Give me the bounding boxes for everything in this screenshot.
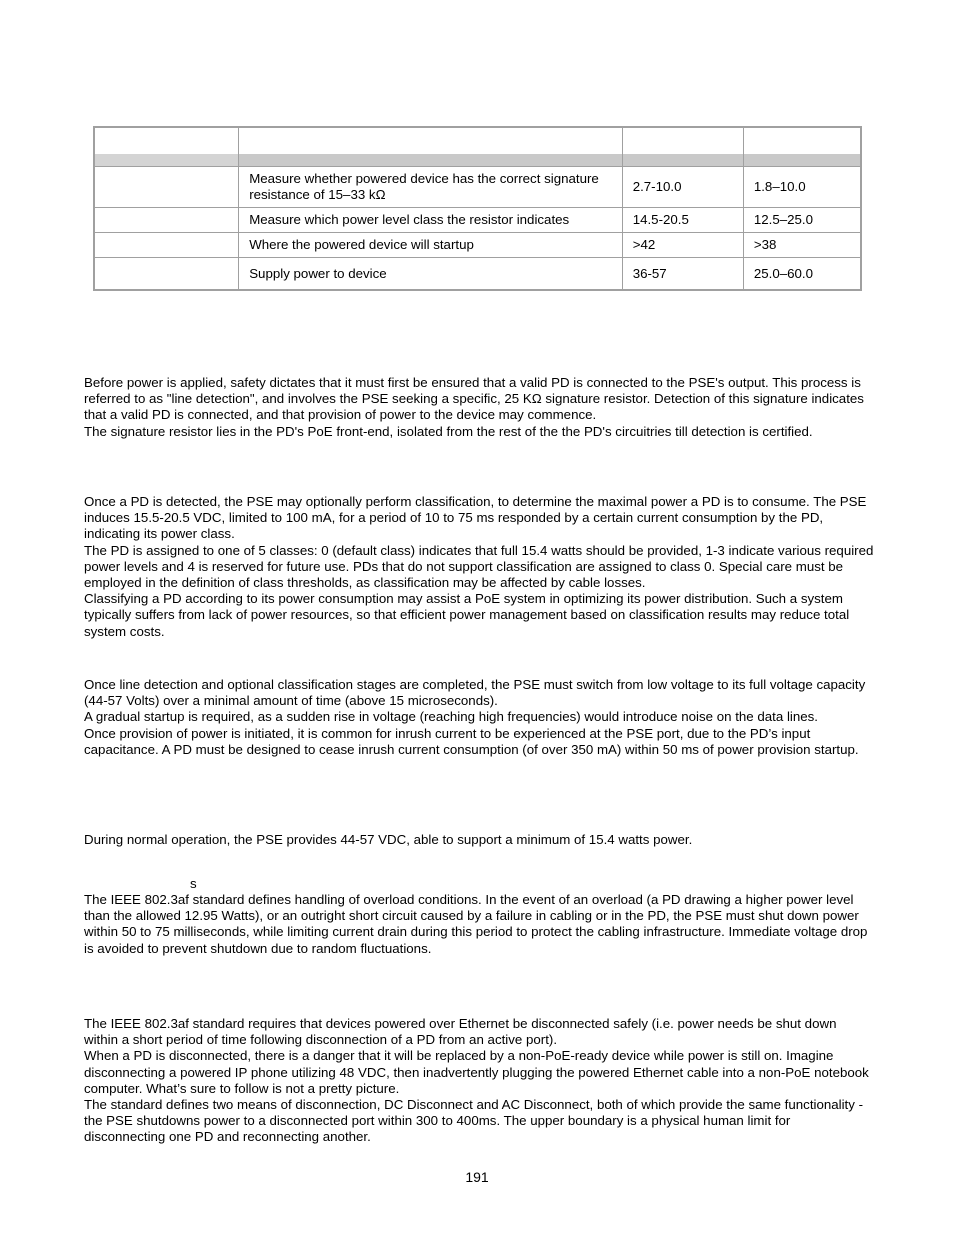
paragraph: Once provision of power is initiated, it is common for inrush current to be experienced at the PSE port, due to the PD’s input capacitance. A PD must be designed to cease inrush current consumption (of over 350 mA) within 50 ms of power provision startup. bbox=[84, 725, 859, 757]
table-header-row bbox=[94, 127, 861, 167]
stage-cell bbox=[94, 233, 239, 258]
pse-volts-cell: 36-57 bbox=[622, 258, 743, 291]
paragraph: The IEEE 802.3af standard defines handling of overload conditions. In the event of an overload (a PD drawing a higher power level than the allowed 12.95 Watts), or an outright short circuit caused by a failure in cabling or in the PD, the PSE must shut down power within 50 to 75 milliseconds, while limiting current drain during this period to protect the cabling infrastructure. Immediate voltage drop is avoided to prevent shutdown due to random fluctuations. bbox=[84, 892, 868, 956]
table-row bbox=[94, 167, 861, 208]
paragraph: During normal operation, the PSE provides 44-57 VDC, able to support a minimum of 15.4 watts power. bbox=[84, 832, 693, 847]
stage-cell bbox=[94, 208, 239, 233]
header-cell-action bbox=[239, 127, 623, 167]
paragraph: Once a PD is detected, the PSE may optionally perform classification, to determine the maximal power a PD is to consume. The PSE induces 15.5-20.5 VDC, limited to 100 mA, for a period of 10 to 75 ms responded by a certain current consumption by the PD, indicating its power class. bbox=[84, 494, 867, 542]
pse-volts-cell: 14.5-20.5 bbox=[622, 208, 743, 233]
header-cell-stage bbox=[94, 127, 239, 167]
overload-section bbox=[84, 892, 874, 957]
operation-section bbox=[84, 832, 874, 848]
startup-section bbox=[84, 677, 874, 758]
poe-stages-table bbox=[93, 126, 862, 291]
stage-cell bbox=[94, 258, 239, 291]
paragraph: The PD is assigned to one of 5 classes: 0 (default class) indicates that full 15.4 watts should be provided, 1-3 indicate various required power levels and 4 is reserved for future use. PDs that do not support classification are assigned to class 0. Special care must be employed in the definition of class thresholds, as classification may be affected by cable losses. bbox=[84, 542, 874, 591]
page-number: 191 bbox=[465, 1169, 489, 1185]
paragraph: When a PD is disconnected, there is a danger that it will be replaced by a non-PoE-ready device while power is still on. Imagine disconnecting a powered IP phone utilizing 48 VDC, then inadvertently plugging the powered Ethernet cable into a non-PoE notebook computer. What’s sure to follow is not a pretty picture. bbox=[84, 1048, 869, 1096]
classification-section bbox=[84, 494, 874, 640]
action-cell: Measure whether powered device has the correct signature resistance of 15–33 kΩ bbox=[239, 167, 623, 208]
paragraph: Classifying a PD according to its power consumption may assist a PoE system in optimizing its power distribution. Such a system typically suffers from lack of power resources, so that efficient power management based on classification results may reduce total system costs. bbox=[84, 591, 850, 639]
pd-volts-cell: 1.8–10.0 bbox=[743, 167, 861, 208]
pd-volts-cell: >38 bbox=[743, 233, 861, 258]
header-cell-pd-volts bbox=[743, 127, 861, 167]
paragraph: A gradual startup is required, as a sudden rise in voltage (reaching high frequencies) would introduce noise on the data lines. bbox=[84, 709, 818, 725]
action-cell: Supply power to device bbox=[239, 258, 623, 291]
paragraph: Once line detection and optional classification stages are completed, the PSE must switch from low voltage to its full voltage capacity (44-57 Volts) over a minimal amount of time (above 15 microseconds). bbox=[84, 677, 866, 709]
poe-stages-table-container bbox=[93, 126, 862, 291]
paragraph: The signature resistor lies in the PD's PoE front-end, isolated from the rest of the the PD's circuitries till detection is certified. bbox=[84, 423, 813, 439]
table-row bbox=[94, 233, 861, 258]
header-cell-pse-volts bbox=[622, 127, 743, 167]
disconnection-section bbox=[84, 1016, 874, 1146]
paragraph: The IEEE 802.3af standard requires that devices powered over Ethernet be disconnected safely (i.e. power needs be shut down within a short period of time following disconnection of a PD from an active port). bbox=[84, 1016, 837, 1048]
action-cell: Measure which power level class the resistor indicates bbox=[239, 208, 623, 233]
table-row bbox=[94, 258, 861, 291]
pse-volts-cell: >42 bbox=[622, 233, 743, 258]
table-row bbox=[94, 208, 861, 233]
pd-volts-cell: 25.0–60.0 bbox=[743, 258, 861, 291]
pd-volts-cell: 12.5–25.0 bbox=[743, 208, 861, 233]
detection-section bbox=[84, 375, 874, 440]
pse-volts-cell: 2.7-10.0 bbox=[622, 167, 743, 208]
overload-marker: s bbox=[190, 876, 197, 891]
paragraph: Before power is applied, safety dictates that it must first be ensured that a valid PD is connected to the PSE's output. This process is referred to as "line detection", and involves the PSE seeking a specific, 25 KΩ signature resistor. Detection of this signature indicates that a valid PD is connected, and that provision of power to the device may commence. bbox=[84, 375, 864, 423]
stage-cell bbox=[94, 167, 239, 208]
action-cell: Where the powered device will startup bbox=[239, 233, 623, 258]
paragraph: The standard defines two means of disconnection, DC Disconnect and AC Disconnect, both of which provide the same functionality - the PSE shutdowns power to a disconnected port within 300 to 400ms. The upper boundary is a physical human limit for disconnecting one PD and reconnecting another. bbox=[84, 1097, 864, 1145]
